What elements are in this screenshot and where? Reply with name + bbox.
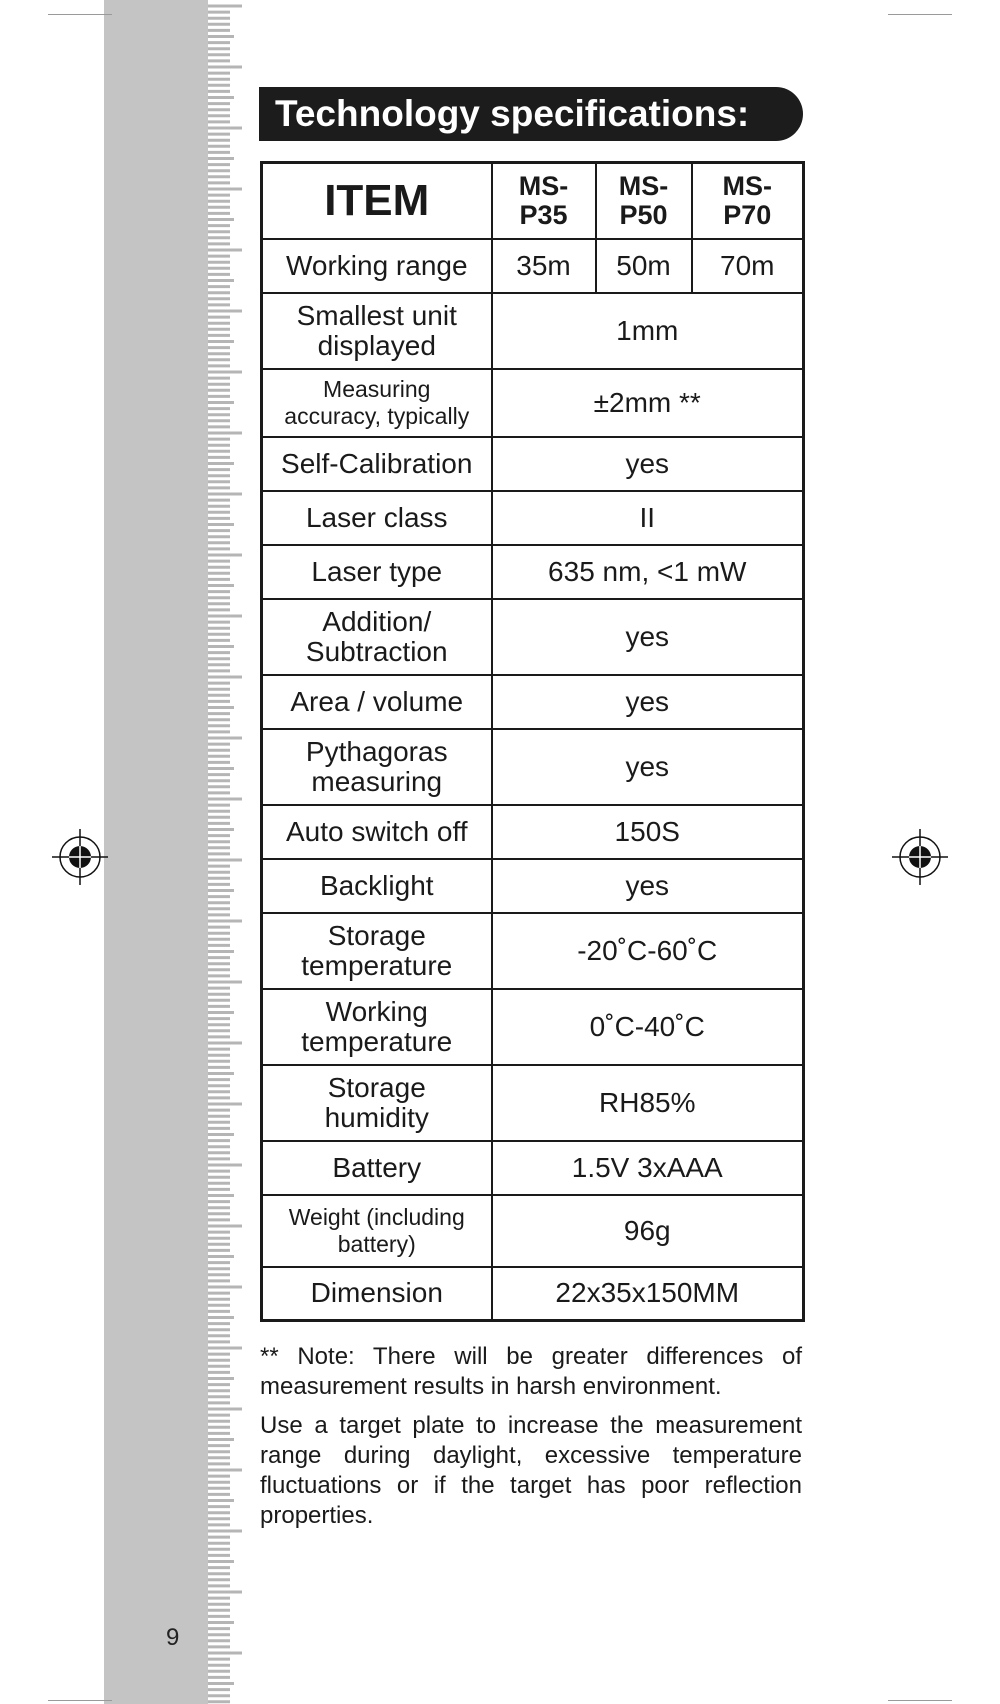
row-value: ±2mm **	[492, 369, 804, 437]
table-row	[262, 675, 804, 729]
row-label: Measuring accuracy, typically	[262, 369, 492, 437]
row-label: Self-Calibration	[262, 437, 492, 491]
row-value: 22x35x150MM	[492, 1267, 804, 1321]
page-number: 9	[166, 1624, 180, 1651]
row-label: Smallest unit displayed	[262, 293, 492, 369]
row-label: Working range	[262, 239, 492, 293]
row-label: Dimension	[262, 1267, 492, 1321]
row-label: Storage humidity	[262, 1065, 492, 1141]
table-row	[262, 1141, 804, 1195]
row-label: Laser type	[262, 545, 492, 599]
item-header: ITEM	[262, 163, 492, 239]
table-row	[262, 859, 804, 913]
row-value: yes	[492, 437, 804, 491]
table-row	[262, 545, 804, 599]
page-title: Technology specifications:	[259, 87, 803, 141]
row-label: Storage temperature	[262, 913, 492, 989]
row-value: 1.5V 3xAAA	[492, 1141, 804, 1195]
table-row	[262, 729, 804, 805]
row-label: Weight (including battery)	[262, 1195, 492, 1267]
table-header-row	[262, 163, 804, 239]
row-label: Laser class	[262, 491, 492, 545]
row-label: Area / volume	[262, 675, 492, 729]
crop-mark-bottom-left	[48, 1700, 112, 1701]
model-header-ms-p50: MS- P50	[596, 163, 692, 239]
row-label: Backlight	[262, 859, 492, 913]
row-value: 0˚C-40˚C	[492, 989, 804, 1065]
table-row	[262, 293, 804, 369]
row-label: Auto switch off	[262, 805, 492, 859]
table-row	[262, 599, 804, 675]
crop-mark-top-right	[888, 14, 952, 15]
registration-mark-left	[52, 829, 108, 885]
ruler-strip	[104, 0, 208, 1704]
notes	[260, 1342, 802, 1540]
table-row	[262, 369, 804, 437]
row-value: RH85%	[492, 1065, 804, 1141]
note-target-plate: Use a target plate to increase the measurement range during daylight, excessive temperature fluctuations or if the target has poor reflection properties.	[260, 1412, 802, 1529]
model-header-ms-p70: MS- P70	[692, 163, 804, 239]
note-harsh-environment: ** Note: There will be greater differences of measurement results in harsh environment.	[260, 1343, 802, 1400]
table-row	[262, 1195, 804, 1267]
row-value: -20˚C-60˚C	[492, 913, 804, 989]
ruler-ticks	[208, 0, 248, 1704]
spec-table	[260, 161, 805, 1322]
crop-mark-top-left	[48, 14, 112, 15]
table-row	[262, 913, 804, 989]
row-value: yes	[492, 729, 804, 805]
table-row	[262, 239, 804, 293]
registration-mark-right	[892, 829, 948, 885]
row-label: Addition/ Subtraction	[262, 599, 492, 675]
row-value: yes	[492, 859, 804, 913]
row-label: Pythagoras measuring	[262, 729, 492, 805]
row-value: 150S	[492, 805, 804, 859]
table-row	[262, 1065, 804, 1141]
range-value-ms-p35: 35m	[492, 239, 596, 293]
table-row	[262, 989, 804, 1065]
range-value-ms-p50: 50m	[596, 239, 692, 293]
row-label: Battery	[262, 1141, 492, 1195]
table-row	[262, 805, 804, 859]
row-label: Working temperature	[262, 989, 492, 1065]
model-header-ms-p35: MS- P35	[492, 163, 596, 239]
row-value: 96g	[492, 1195, 804, 1267]
row-value: 635 nm, <1 mW	[492, 545, 804, 599]
row-value: 1mm	[492, 293, 804, 369]
row-value: II	[492, 491, 804, 545]
table-row	[262, 1267, 804, 1321]
row-value: yes	[492, 599, 804, 675]
table-row	[262, 437, 804, 491]
row-value: yes	[492, 675, 804, 729]
range-value-ms-p70: 70m	[692, 239, 804, 293]
table-row	[262, 491, 804, 545]
crop-mark-bottom-right	[888, 1700, 952, 1701]
